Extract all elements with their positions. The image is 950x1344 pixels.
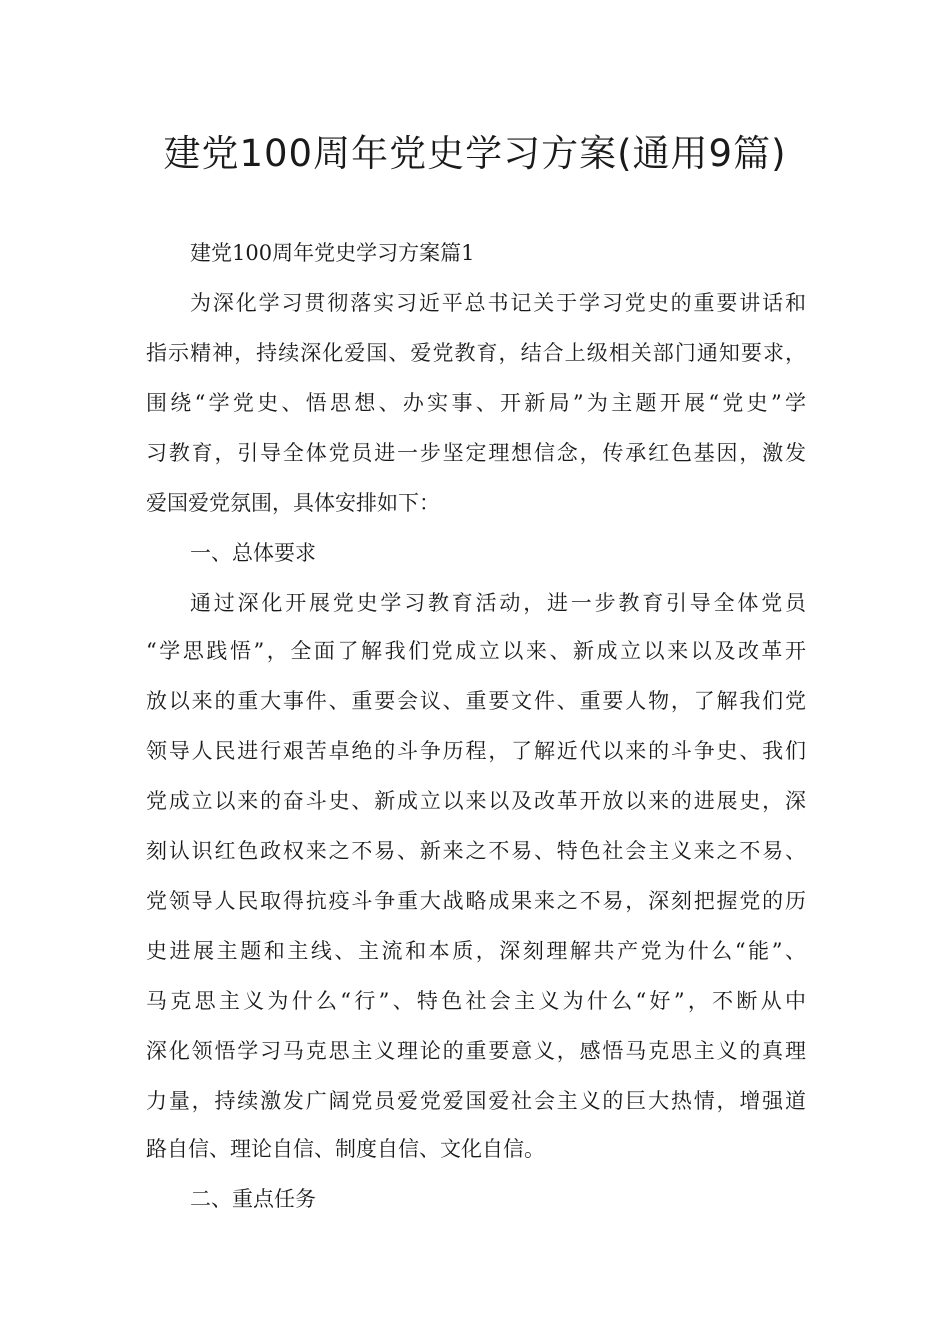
paragraph-line: 史进展主题和主线、主流和本质，深刻理解共产党为什么“能”、	[146, 939, 806, 963]
paragraph-line: 深化领悟学习马克思主义理论的重要意义，感悟马克思主义的真理	[146, 1039, 806, 1063]
paragraph-line: 力量，持续激发广阔党员爱党爱国爱社会主义的巨大热情，增强道	[146, 1089, 806, 1113]
paragraph-line: 党成立以来的奋斗史、新成立以来以及改革开放以来的进展史，深	[146, 789, 806, 813]
paragraph-line: 领导人民进行艰苦卓绝的斗争历程，了解近代以来的斗争史、我们	[146, 739, 806, 763]
section-heading: 建党100周年党史学习方案篇1	[190, 241, 475, 265]
paragraph-line: 为深化学习贯彻落实习近平总书记关于学习党史的重要讲话和	[190, 291, 806, 315]
paragraph-line: 指示精神，持续深化爱国、爱党教育，结合上级相关部门通知要求，	[146, 341, 806, 365]
part1-heading: 一、总体要求	[190, 541, 316, 565]
paragraph-line: 党领导人民取得抗疫斗争重大战略成果来之不易，深刻把握党的历	[146, 889, 806, 913]
paragraph-line: 习教育，引导全体党员进一步坚定理想信念，传承红色基因，激发	[146, 441, 806, 465]
paragraph-line: 刻认识红色政权来之不易、新来之不易、特色社会主义来之不易、	[146, 839, 806, 863]
paragraph-line: 马克思主义为什么“行”、特色社会主义为什么“好”，不断从中	[146, 989, 806, 1013]
paragraph-line: 围绕“学党史、悟思想、办实事、开新局”为主题开展“党史”学	[146, 391, 806, 415]
paragraph-line: 路自信、理论自信、制度自信、文化自信。	[146, 1137, 545, 1161]
paragraph-line: “学思践悟”，全面了解我们党成立以来、新成立以来以及改革开	[146, 639, 806, 663]
part2-heading: 二、重点任务	[190, 1187, 316, 1211]
paragraph-line: 通过深化开展党史学习教育活动，进一步教育引导全体党员	[190, 591, 806, 615]
document-title: 建党100周年党史学习方案(通用9篇)	[163, 132, 787, 175]
paragraph-line: 爱国爱党氛围，具体安排如下：	[146, 491, 440, 515]
paragraph-line: 放以来的重大事件、重要会议、重要文件、重要人物，了解我们党	[146, 689, 806, 713]
